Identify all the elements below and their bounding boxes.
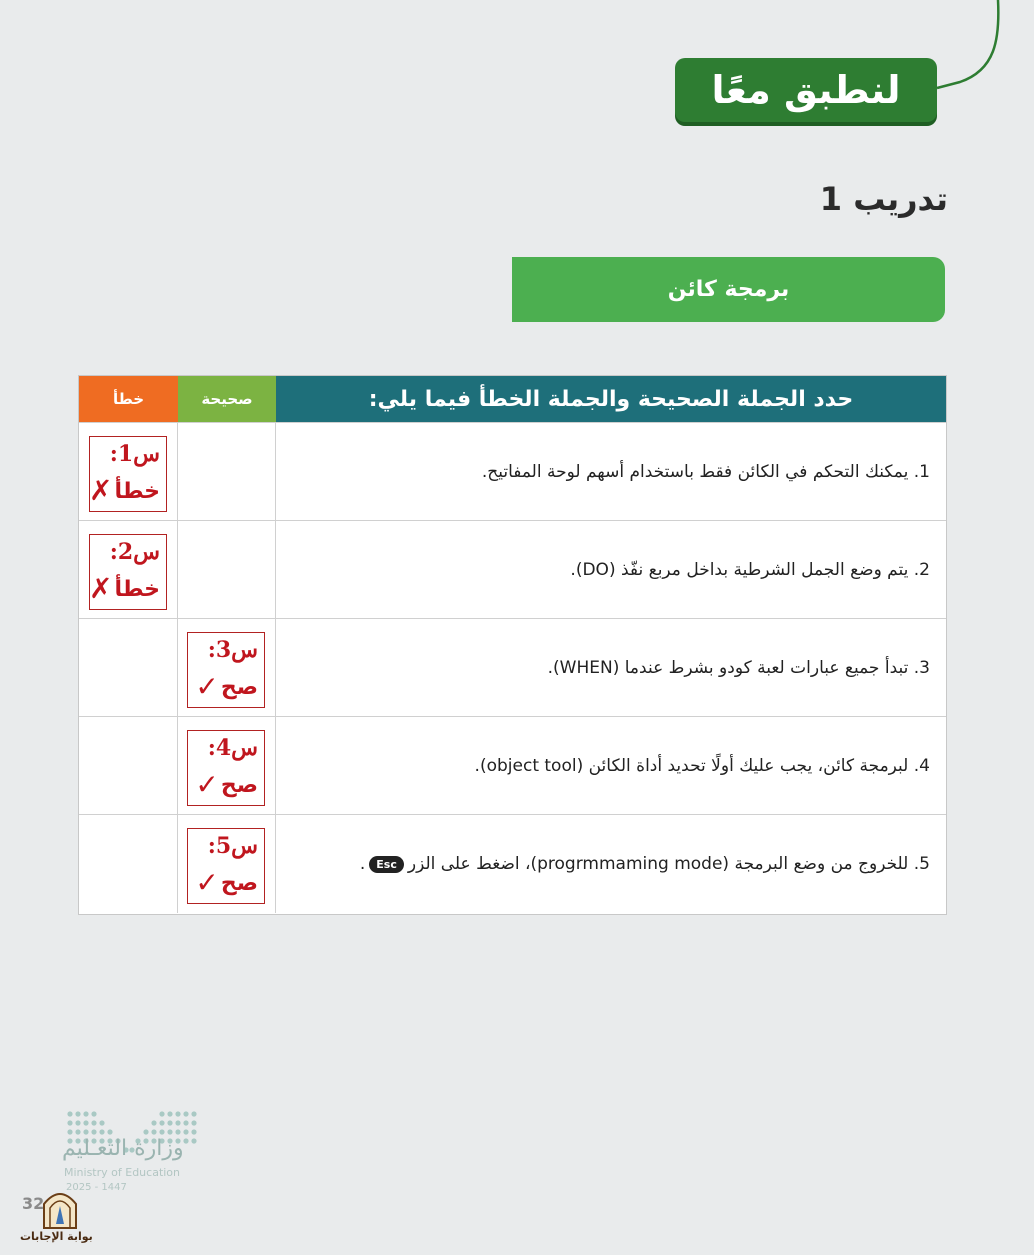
answer-text: صح: [220, 772, 258, 798]
answer-mark: [195, 768, 258, 801]
answer-box: [89, 436, 167, 512]
topic-label: برمجة كائن: [667, 277, 790, 302]
statement-text-after: .: [359, 854, 366, 874]
answer-text: خطأ: [114, 576, 160, 602]
column-divider: [177, 423, 178, 521]
answer-text: خطأ: [114, 478, 160, 504]
ministry-name-english: Ministry of Education: [64, 1166, 181, 1179]
column-divider: [275, 423, 276, 521]
answer-box: [187, 730, 265, 806]
column-divider: [275, 717, 276, 815]
answer-label: س4:: [207, 735, 258, 761]
header-correct: صحيحة: [178, 376, 276, 422]
exercise-title: تدريب 1: [819, 180, 948, 218]
banner-title: لنطبق معًا: [711, 68, 901, 112]
header-wrong: خطأ: [79, 376, 178, 422]
exercise-table: [78, 375, 947, 915]
table-row: [79, 814, 946, 913]
answer-mark: [195, 866, 258, 899]
column-divider: [177, 815, 178, 913]
answer-mark: [88, 572, 160, 605]
column-divider: [177, 717, 178, 815]
column-divider: [177, 521, 178, 619]
table-row: [79, 520, 946, 619]
statement-text: 3. تبدأ جميع عبارات لعبة كودو بشرط عندما (WHEN).: [547, 658, 930, 678]
column-divider: [275, 521, 276, 619]
ministry-year: 2025 - 1447: [66, 1182, 127, 1193]
check-icon: ✓: [195, 768, 219, 801]
statement-text: 2. يتم وضع الجمل الشرطية بداخل مربع نفّذ (DO).: [570, 560, 930, 580]
page-number: 32: [22, 1194, 45, 1213]
ministry-name-arabic: وزارة التعـليم: [62, 1136, 184, 1161]
statement-text-before: 5. للخروج من وضع البرمجة (progrmmaming mode)، اضغط على الزر: [407, 854, 930, 874]
lesson-banner: [675, 58, 937, 122]
table-row: [79, 422, 946, 521]
table-row: [79, 716, 946, 815]
statement-text: 1. يمكنك التحكم في الكائن فقط باستخدام أسهم لوحة المفاتيح.: [481, 462, 930, 482]
answers-portal-logo-icon: [38, 1186, 82, 1230]
check-icon: ✓: [195, 866, 219, 899]
answers-portal-name: بوابة الإجابات: [20, 1230, 93, 1243]
answer-mark: [88, 474, 160, 507]
answer-mark: [195, 670, 258, 703]
answer-text: صح: [220, 674, 258, 700]
answer-label: س3:: [207, 637, 258, 663]
esc-key-badge: Esc: [369, 856, 404, 873]
statement-text: [289, 815, 930, 913]
table-row: [79, 618, 946, 717]
answer-label: س5:: [207, 833, 258, 859]
header-instruction: حدد الجملة الصحيحة والجملة الخطأ فيما يلي:: [276, 376, 946, 422]
column-divider: [177, 619, 178, 717]
answer-label: س1:: [109, 441, 160, 467]
statement-text: 4. لبرمجة كائن، يجب عليك أولًا تحديد أداة الكائن (object tool).: [474, 756, 930, 776]
answer-box: [89, 534, 167, 610]
topic-bar: [512, 257, 945, 322]
column-divider: [275, 619, 276, 717]
cross-icon: ✗: [88, 572, 113, 605]
answer-label: س2:: [109, 539, 160, 565]
column-divider: [275, 815, 276, 913]
check-icon: ✓: [195, 670, 219, 703]
answer-text: صح: [220, 870, 258, 896]
answer-box: [187, 828, 265, 904]
cross-icon: ✗: [88, 474, 113, 507]
answer-box: [187, 632, 265, 708]
